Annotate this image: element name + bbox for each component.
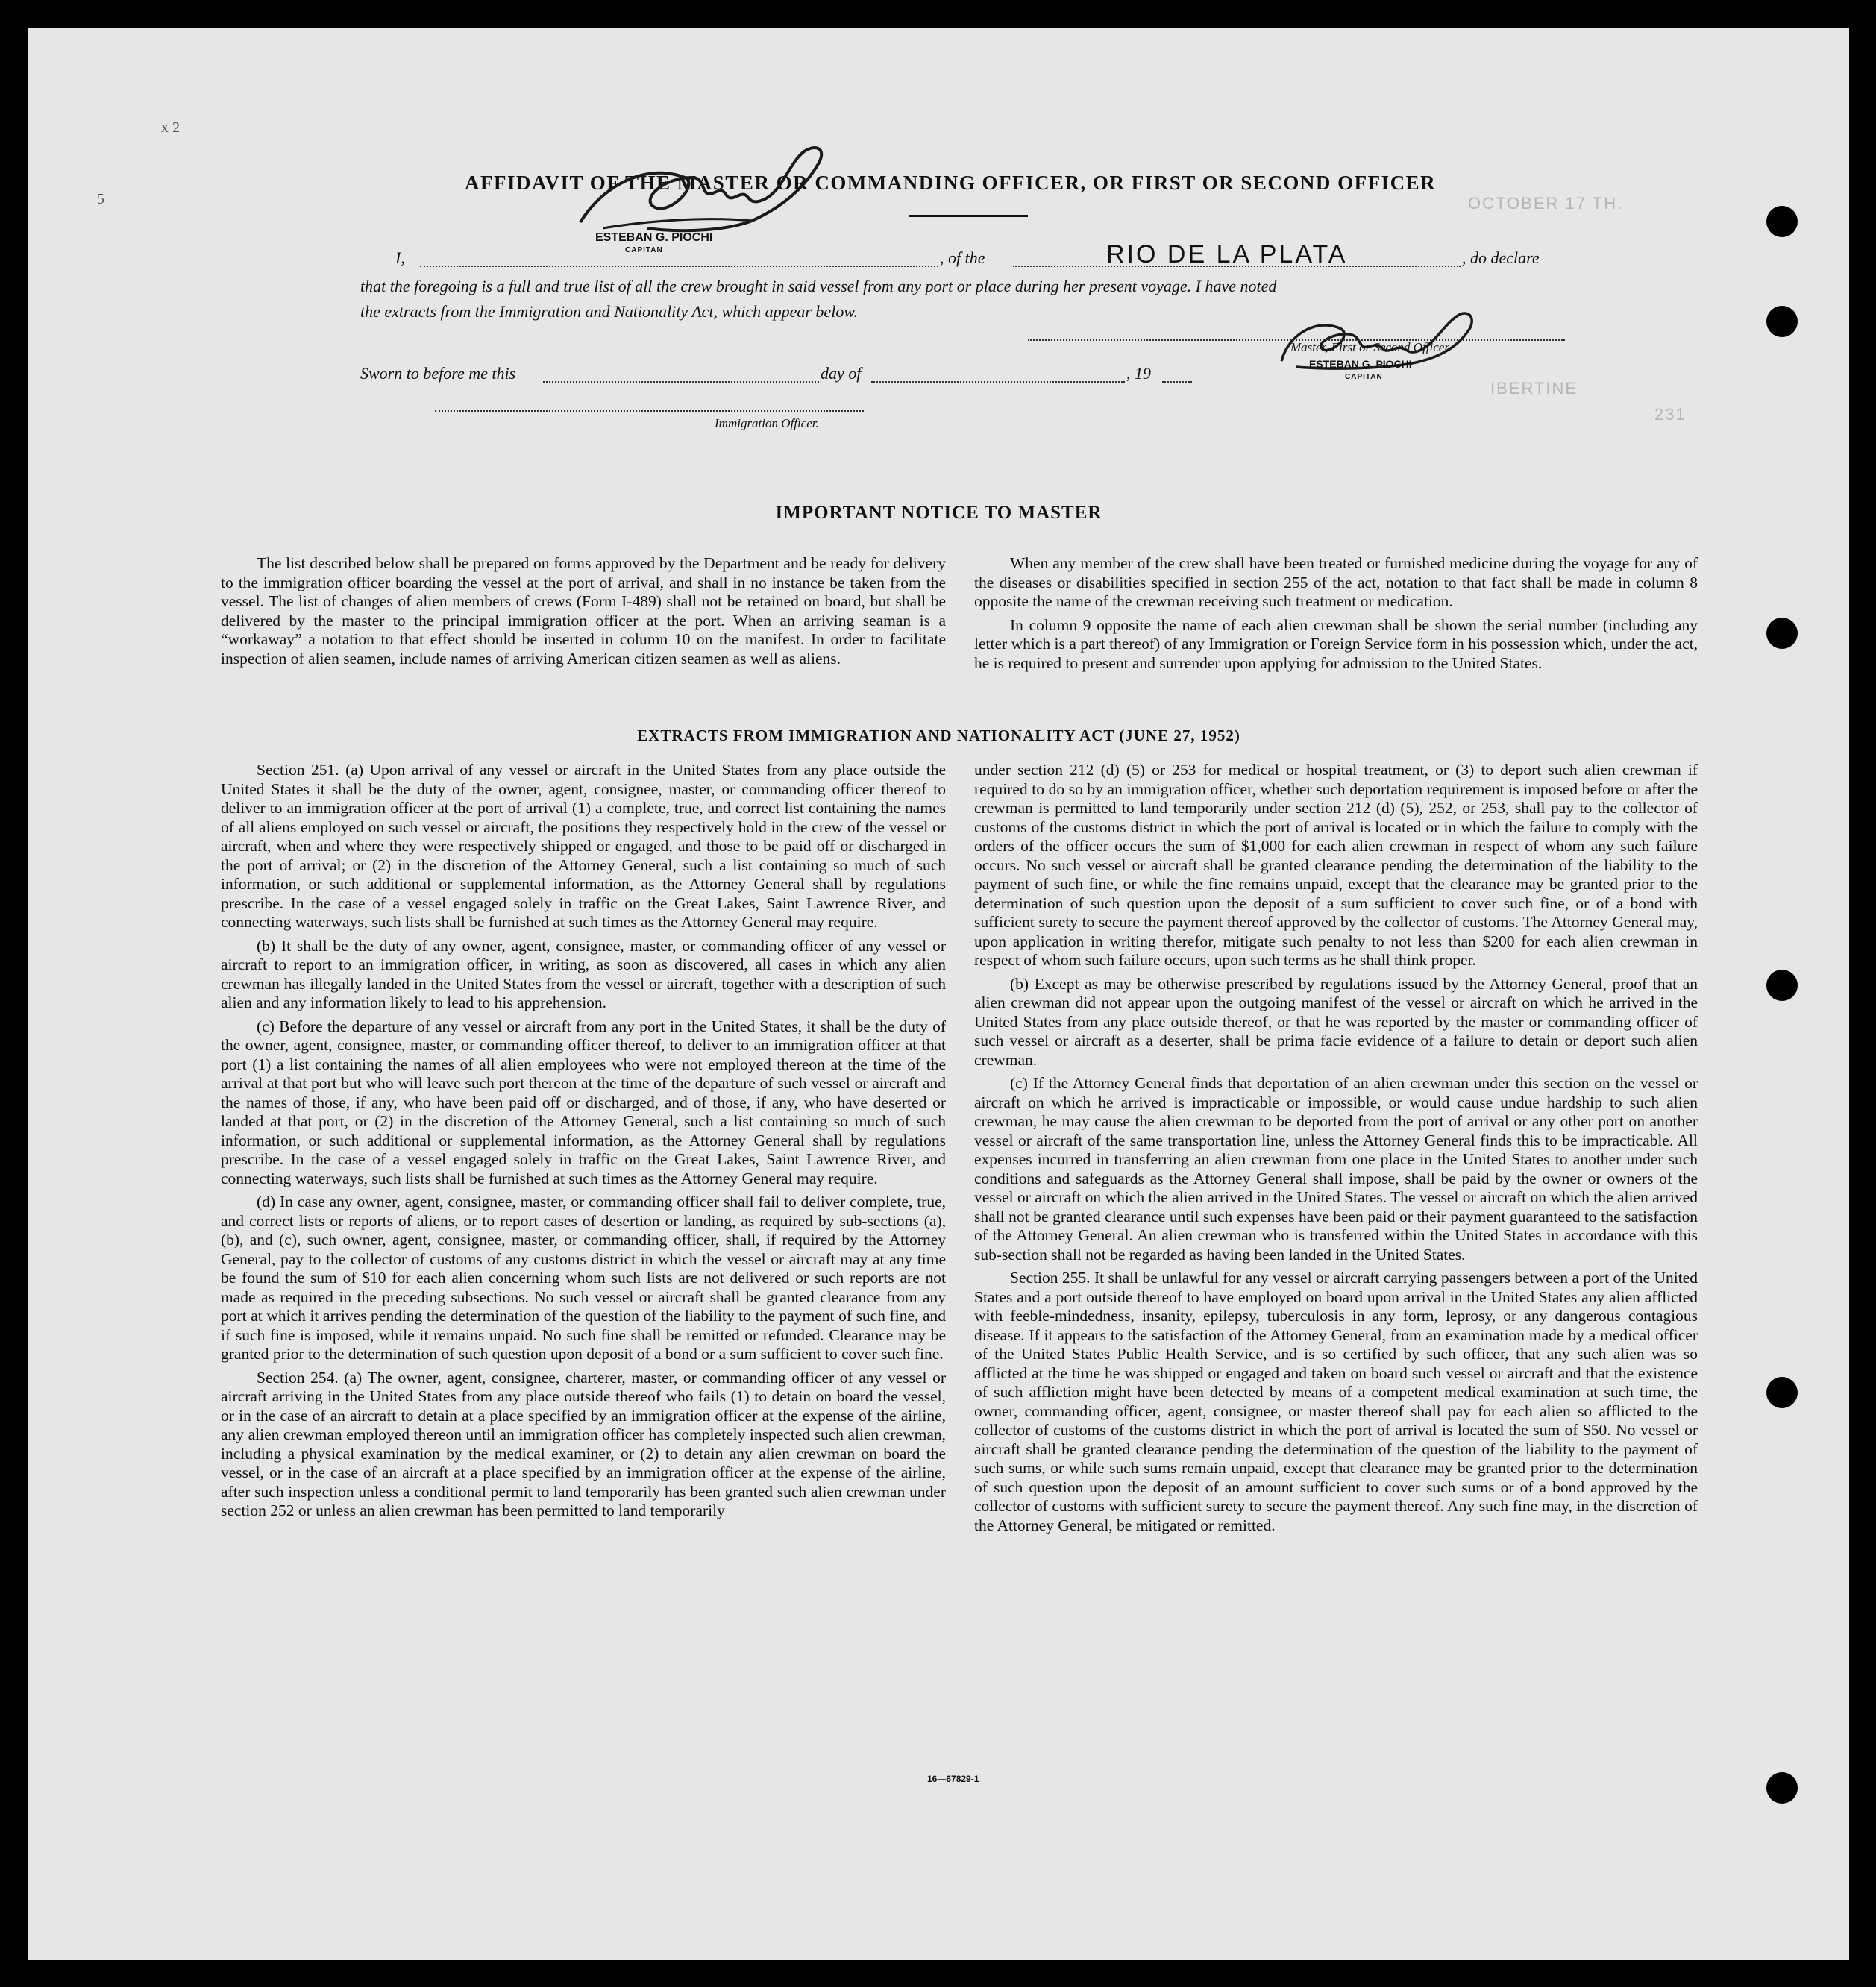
declaration-line-2: that the foregoing is a full and true list of all the crew brought in said vessel from any port or place during her present voyage. I have noted (360, 277, 1277, 295)
margin-mark-left: 5 (97, 191, 104, 207)
notice-left-column (221, 554, 946, 673)
immigration-officer-line (435, 410, 864, 412)
declaration-line-3: the extracts from the Immigration and Nationality Act, which appear below. (360, 302, 858, 321)
binder-hole (1766, 206, 1798, 237)
notice-heading: IMPORTANT NOTICE TO MASTER (775, 503, 1102, 523)
extract-right-paragraph: (c) If the Attorney General finds that deportation of an alien crewman under this section on the vessel or aircraft on which he arrived is impracticable or impossible, or would cause undue hardship to such alien crewman, he may cause the alien crewman to be deported from the port of arrival or any other port on another vessel or aircraft of the same transportation line, unless the Attorney General finds this to be impracticable. All expenses incurred in transferring an alien crewman from one place in the United States to another under such conditions and safeguards as the Attorney General shall impose, shall be paid by the owner or owners of the vessel or aircraft on which the alien arrived in the United States. The vessel or aircraft on which the alien arrived shall not be granted clearance until such expenses have been paid or their payment guaranteed to the satisfaction of the Attorney General. An alien crewman who is transferred within the United States in accordance with this sub-section shall not be regarded as having been landed in the United States. (974, 1074, 1698, 1264)
sworn-year-line (1162, 381, 1192, 383)
extract-left-paragraph: (b) It shall be the duty of any owner, agent, consignee, master, or commanding officer of any vessel or aircraft to report to an immigration officer, in writing, as soon as discovered, all cases in which any alien crewman has illegally landed in the United States from the vessel or aircraft, together with a description of such alien and any information likely to lead to his apprehension. (221, 936, 946, 1011)
binder-hole (1766, 1772, 1798, 1804)
notice-right-paragraph-1: When any member of the crew shall have been treated or furnished medicine during the voyage for any of the diseases or disabilities specified in section 255 of the act, notation to that fact shall be made in column 8 opposite the name of the crewman receiving such treatment or medication. (974, 554, 1698, 610)
extract-left-paragraph: (d) In case any owner, agent, consignee, master, or commanding officer shall fail to deliver complete, true, and correct lists or reports of aliens, or to report cases of desertion or landing, as required by sub-sections (a), (b), and (c), such owner, agent, consignee, master, or commanding officer, shall, if required by the Attorney General, pay to the collector of customs of any customs district in which the vessel or aircraft may at any time be found the sum of $10 for each alien concerning whom such lists are not delivered or such reports are not made as required in the preceding subsections. No such vessel or aircraft shall be granted clearance from any port at which it arrives pending the determination of the question of the liability to the payment of such fine, and if such fine is imposed, while it remains unpaid. No such fine shall be remitted or refunded. Clearance may be granted prior to the determination of such question upon deposit of a bond or a sum sufficient to cover such fine. (221, 1193, 946, 1363)
i-label: I, (395, 248, 405, 267)
stamp-title: CAPITAN (625, 246, 663, 254)
sworn-label: Sworn to before me this (360, 364, 516, 383)
stamp-name: ESTEBAN G. PIOCHI (595, 231, 713, 244)
signer-caption: Master, First or Second Officer. (1290, 340, 1452, 354)
day-of-label: day of (821, 364, 862, 383)
binder-hole (1766, 618, 1798, 649)
affidavit-title: AFFIDAVIT OF THE MASTER OR COMMANDING OFFICER, OR FIRST OR SECOND OFFICER (465, 172, 1437, 194)
do-declare-label: , do declare (1462, 248, 1540, 267)
sworn-month-line (871, 381, 1125, 383)
notice-right-paragraph-2: In column 9 opposite the name of each alien crewman shall be shown the serial number (including any letter which is a part thereof) of any Immigration or Foreign Service form in his possession which, under the act, he is required to present and surrender upon applying for admission to the United States. (974, 615, 1698, 672)
stamp-name-2: ESTEBAN G. PIOCHI (1309, 358, 1412, 370)
extracts-right-column (974, 761, 1698, 1539)
margin-mark-top-left: x 2 (161, 119, 180, 136)
notice-right-column (974, 554, 1698, 677)
notice-left-paragraph: The list described below shall be prepared on forms approved by the Department and be ready for delivery to the immigration officer boarding the vessel at the port of arrival, and shall in no instance be taken from the vessel. The list of changes of alien members of crews (Form I-489) shall not be retained on board, but shall be delivered by the master to the principal immigration officer at the port. When an arriving seaman is a “workaway” a notation to that effect should be inserted in column 10 on the manifest. In order to facilitate inspection of alien seamen, include names of arriving American citizen seamen as well as aliens. (221, 554, 946, 668)
vessel-name: RIO DE LA PLATA (1106, 240, 1348, 269)
year-label: , 19 (1126, 364, 1151, 383)
bleed-through-text: IBERTINE (1490, 379, 1578, 398)
extract-right-paragraph: under section 212 (d) (5) or 253 for medical or hospital treatment, or (3) to deport such alien crewman if required to do so by an immigration officer, whether such deportation requirement is imposed before or after the crewman is permitted to land temporarily under section 212 (d) (5), 252, or 253, shall pay to the collector of customs of the customs district in which the port of arrival is located or in which the failure to comply with the orders of the officer occurs the sum of $1,000 for each alien crewman in respect of whom any such failure occurs. No such vessel or aircraft shall be granted clearance pending the determination of the liability to the payment of such fine, or while the fine remains unpaid, except that the clearance may be granted prior to the determination of such question upon the deposit of a sum sufficient to cover such fine, or of a bond with sufficient surety to secure the payment thereof approved by the collector of customs. The Attorney General may, upon application in writing therefor, mitigate such penalty to not less than $200 for each alien crewman in respect of whom such failure occurs, upon such terms as he shall think proper. (974, 761, 1698, 969)
immigration-officer-caption: Immigration Officer. (715, 416, 819, 430)
of-the-label: , of the (940, 248, 985, 267)
extracts-heading: EXTRACTS FROM IMMIGRATION AND NATIONALITY ACT (JUNE 27, 1952) (637, 726, 1240, 744)
extract-right-paragraph: (b) Except as may be otherwise prescribed by regulations issued by the Attorney General, proof that an alien crewman did not appear upon the outgoing manifest of the vessel or aircraft on which he arrived in the United States from any place outside thereof, or that he was reported by the master or commanding officer of such vessel or aircraft as a deserter, shall be prima facie evidence of a failure to detain or deport such alien crewman. (974, 974, 1698, 1069)
binder-hole (1766, 306, 1798, 337)
extract-left-paragraph: Section 251. (a) Upon arrival of any vessel or aircraft in the United States from any place outside the United States it shall be the duty of the owner, agent, consignee, master, or commanding officer thereof to deliver to an immigration officer at the port of arrival (1) a complete, true, and correct list containing the names of all aliens employed on such vessel or aircraft, the positions they respectively hold in the crew of the vessel or aircraft, when and where they were respectively shipped or engaged, and those to be paid off or discharged in the port of arrival; or (2) in the discretion of the Attorney General, such a list containing so much of such information, or such additional or supplemental information, as the Attorney General shall by regulations prescribe. In the case of a vessel engaged solely in traffic on the Great Lakes, Saint Lawrence River, and connecting waterways, such lists shall be furnished at such times as the Attorney General may require. (221, 761, 946, 931)
bleed-through-text: OCTOBER 17 TH. (1468, 194, 1624, 213)
extracts-left-column (221, 761, 946, 1525)
form-code: 16—67829-1 (927, 1774, 979, 1784)
binder-hole (1766, 1377, 1798, 1408)
name-field-line (420, 266, 938, 267)
binder-hole (1766, 970, 1798, 1001)
extract-left-paragraph: (c) Before the departure of any vessel or aircraft from any port in the United States, it shall be the duty of the owner, agent, consignee, master, or commanding officer thereof, to deliver to an immigration officer at that port (1) a list containing the names of all alien employees who were not employed thereon at the time of the arrival at that port but who will leave such port thereon at the time of the departure of such vessel or aircraft and the names of those, if any, who have been paid off or discharged, and of those, if any, who have deserted or landed at that port, or (2) in the discretion of the Attorney General, such a list containing so much of such information, or such additional or supplemental information, as the Attorney General shall by regulations prescribe. In the case of a vessel engaged solely in traffic on the Great Lakes, Saint Lawrence River, and connecting waterways, such lists shall be furnished at such times as the Attorney General may require. (221, 1017, 946, 1187)
document-page (28, 28, 1849, 1960)
sworn-day-line (543, 381, 819, 383)
bleed-through-text: 231 (1654, 405, 1687, 424)
extract-right-paragraph: Section 255. It shall be unlawful for any vessel or aircraft carrying passengers between a port of the United States and a port outside thereof to have employed on board upon arrival in the United States any alien afflicted with feeble-mindedness, insanity, epilepsy, tuberculosis in any form, leprosy, or any dangerous contagious disease. If it appears to the satisfaction of the Attorney General, from an examination made by a medical officer of the United States Public Health Service, and is so certified by such officer, that any such alien was so afflicted at the time he was shipped or engaged and taken on board such vessel or aircraft and that the existence of such affliction might have been detected by means of a competent medical examination at such time, the owner, commanding officer, agent, consignee, or master thereof shall pay for each alien so afflicted to the collector of customs of the customs district in which the port of arrival is located the sum of $50. No vessel or aircraft shall be granted clearance pending the determination of the question of the liability to the payment of such sums, or while such sums remain unpaid, except that clearance may be granted prior to the determination of such question upon the deposit of an amount sufficient to cover such sums or of a bond approved by the collector of customs with sufficient surety to secure the payment thereof. Any such fine may, in the discretion of the Attorney General, be mitigated or remitted. (974, 1269, 1698, 1534)
stamp-title-2: CAPITAN (1345, 373, 1383, 381)
extract-left-paragraph: Section 254. (a) The owner, agent, consignee, charterer, master, or commanding officer of any vessel or aircraft arriving in the United States from any place outside thereof who fails (1) to detain on board the vessel, or in the case of an aircraft to detain at a place specified by an immigration officer at the expense of the airline, any alien crewman employed thereon until an immigration officer has completely inspected such alien crewman, including a physical examination by the medical examiner, or (2) to detain any alien crewman on board the vessel, or in the case of an aircraft at a place specified by an immigration officer at the expense of the airline, after such inspection unless a conditional permit to land temporarily has been granted such alien crewman under section 252 or unless an alien crewman has been permitted to land temporarily (221, 1368, 946, 1519)
title-rule (909, 215, 1028, 217)
